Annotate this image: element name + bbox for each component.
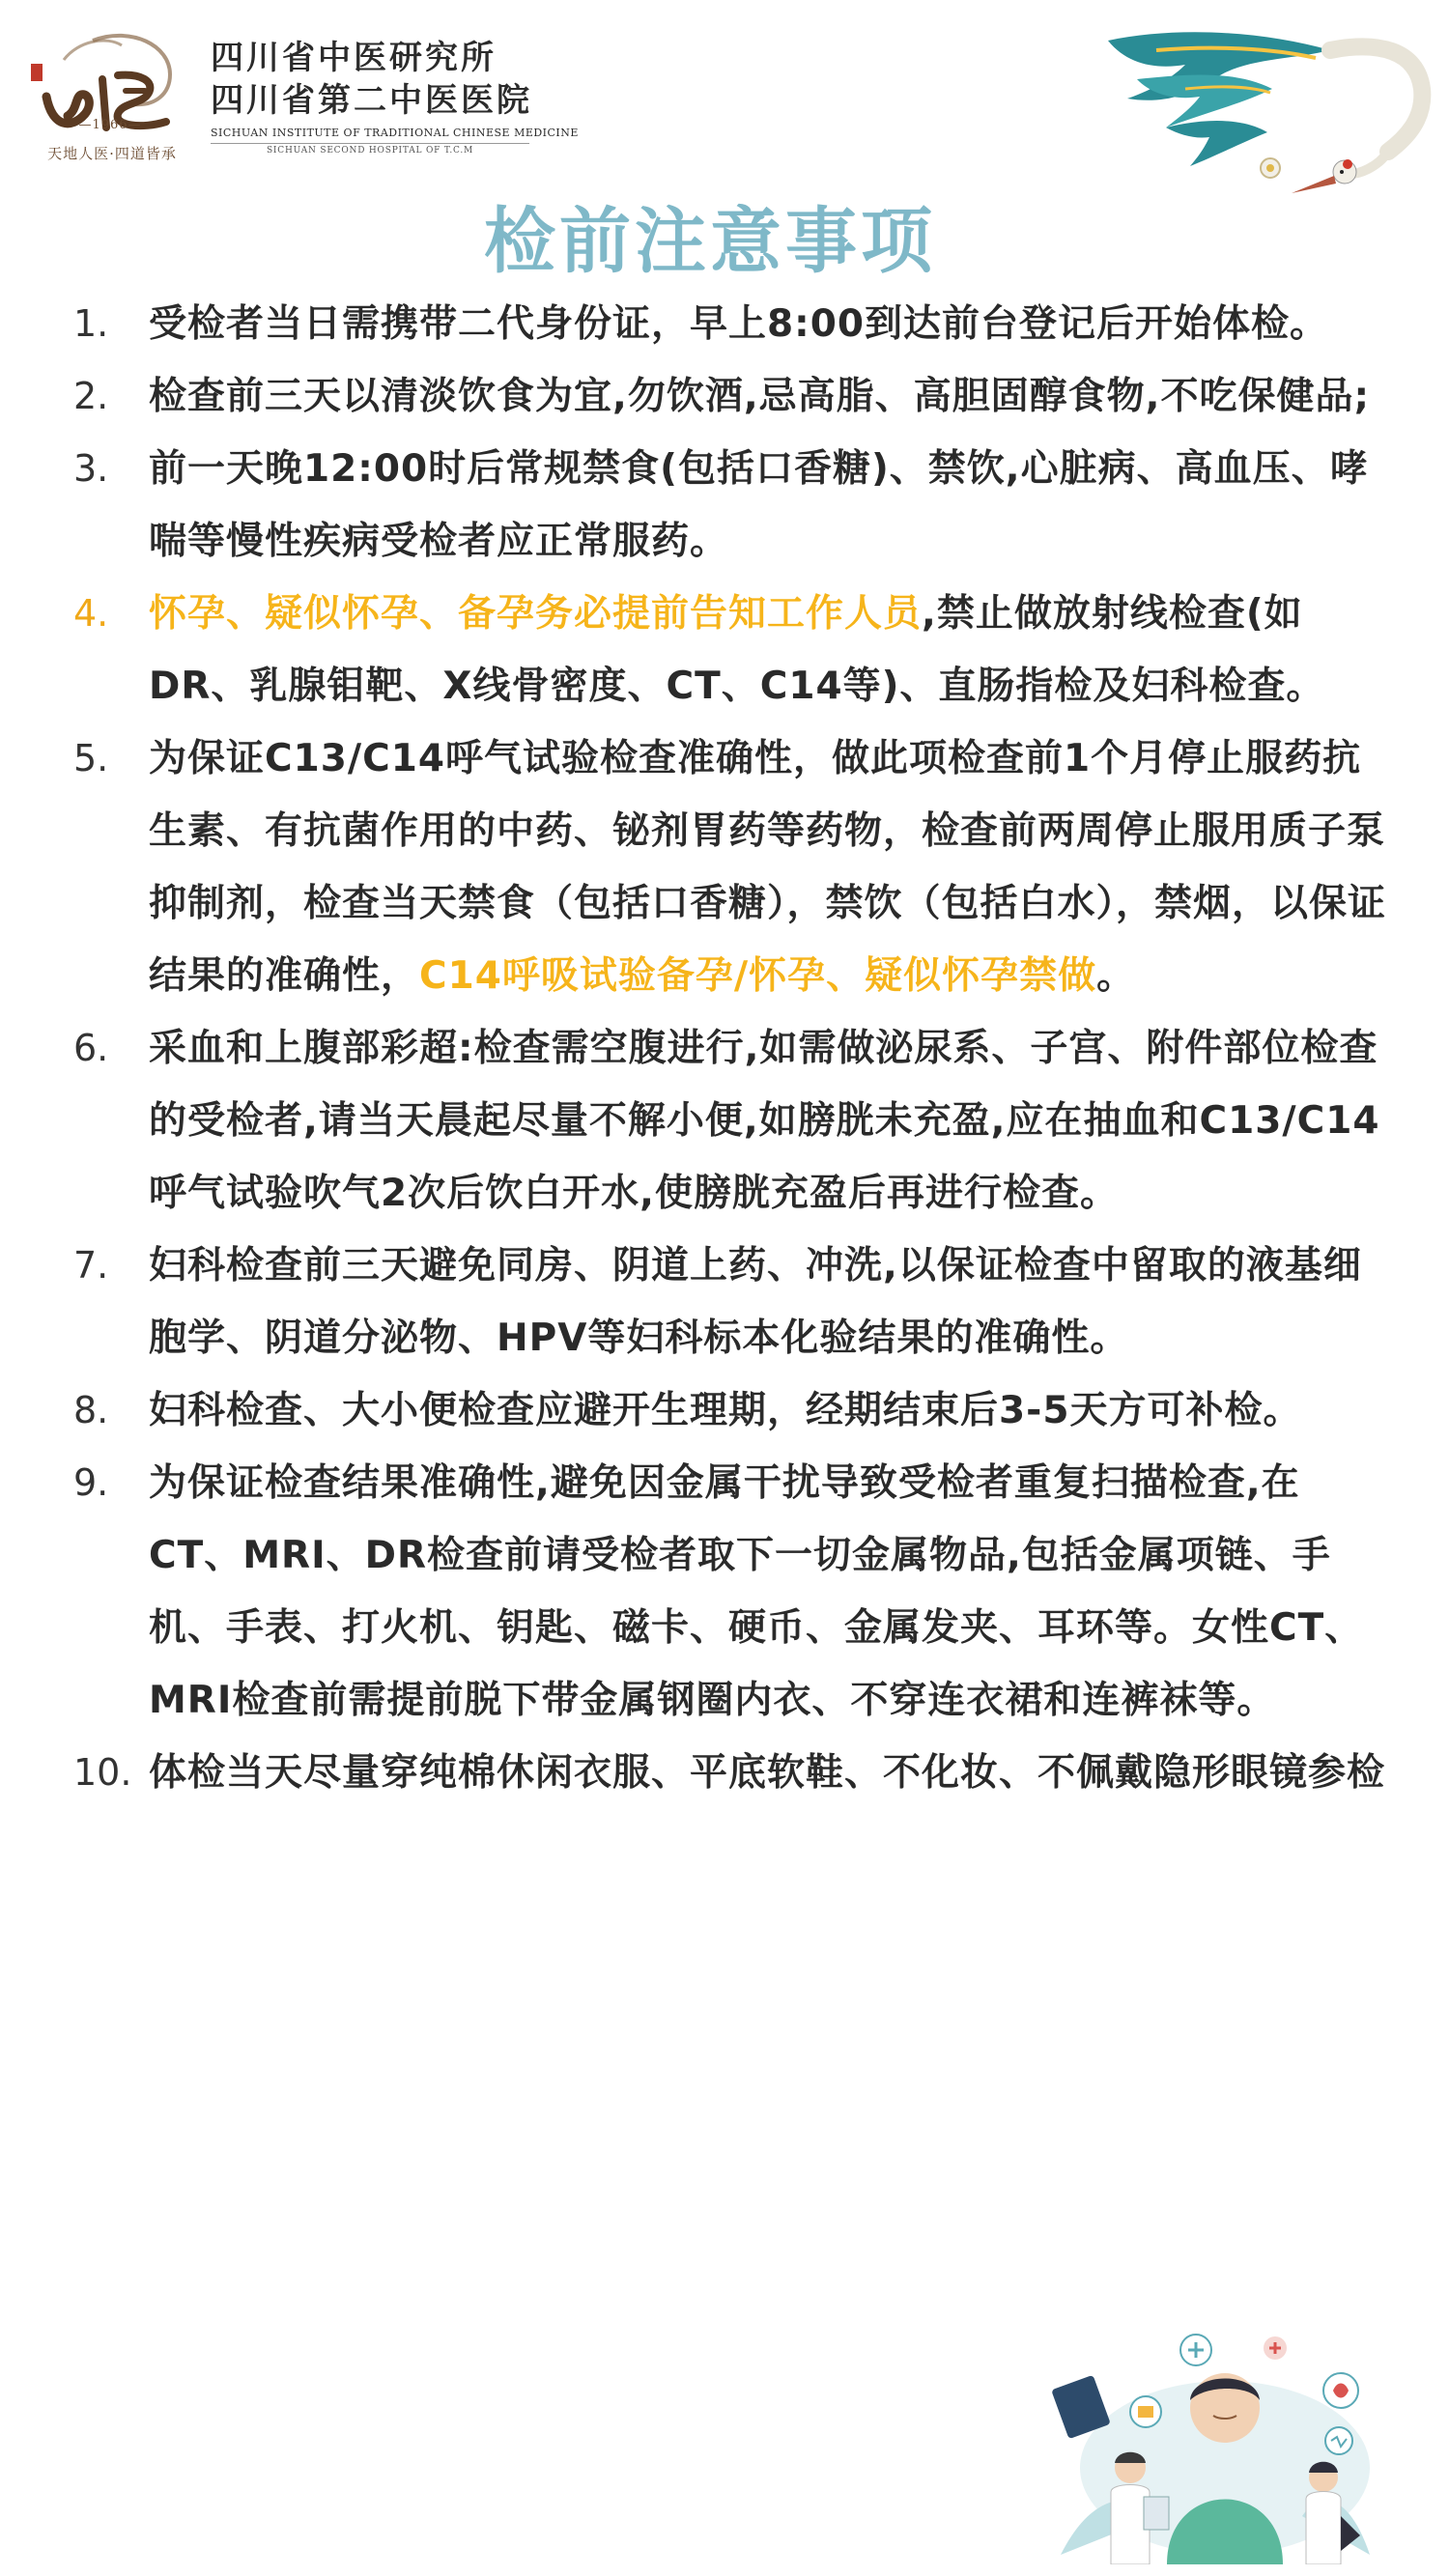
notice-text-part: 妇科检查、大小便检查应避开生理期，经期结束后3-5天方可补检。 bbox=[149, 1389, 1302, 1432]
notice-text-part: 为保证C13/C14呼气试验检查准确性，做此项检查前1个月停止服药抗生素、有抗菌作用的中药、铋剂胃药等药物，检查前两周停止服用质子泵抑制剂，检查当天禁食（包括口香糖），禁饮（包括白水），禁烟，以保证结果的准确性， bbox=[149, 737, 1387, 998]
notice-item bbox=[73, 433, 1387, 578]
institute-en-1: SICHUAN INSTITUTE OF TRADITIONAL CHINESE MEDICINE bbox=[211, 127, 579, 139]
institute-name-2: 四川省第二中医医院 bbox=[211, 81, 532, 120]
institute-name-1: 四川省中医研究所 bbox=[211, 39, 497, 77]
notice-number: 7. bbox=[73, 1244, 109, 1287]
notice-number: 3. bbox=[73, 447, 109, 490]
notice-text-part: 体检当天尽量穿纯棉休闲衣服、平底软鞋、不化妆、不佩戴隐形眼镜参检 bbox=[149, 1751, 1386, 1795]
institute-block bbox=[211, 37, 579, 157]
notice-text-part: 。 bbox=[1096, 954, 1136, 998]
crane-illustration bbox=[1098, 21, 1432, 200]
highlight-text: C14呼吸试验备孕/怀孕、疑似怀孕禁做 bbox=[419, 954, 1097, 998]
notice-text-part: 前一天晚12:00时后常规禁食(包括口香糖)、禁饮,心脏病、高血压、哮喘等慢性疾病受检者应正常服药。 bbox=[149, 447, 1369, 563]
notice-text-part: 检查前三天以清淡饮食为宜,勿饮酒,忌高脂、高胆固醇食物,不吃保健品; bbox=[149, 375, 1371, 418]
notice-item bbox=[73, 578, 1387, 722]
notice-number: 1. bbox=[73, 302, 109, 345]
notice-item bbox=[73, 288, 1387, 360]
page-title: 检前注意事项 bbox=[484, 200, 936, 283]
notice-text bbox=[149, 1012, 1387, 1230]
notice-number: 4. bbox=[73, 592, 109, 635]
notice-item bbox=[73, 1447, 1387, 1737]
notice-number: 9. bbox=[73, 1461, 109, 1504]
notice-text-part: 采血和上腹部彩超:检查需空腹进行,如需做泌尿系、子宫、附件部位检查的受检者,请当天晨起尽量不解小便,如膀胱未充盈,应在抽血和C13/C14呼气试验吹气2次后饮白开水,使膀胱充盈后再进行检查。 bbox=[149, 1027, 1380, 1215]
notice-item bbox=[73, 722, 1387, 1012]
logo-motto: 天地人医·四道皆承 bbox=[47, 145, 177, 162]
notice-text bbox=[149, 1230, 1387, 1374]
notice-item bbox=[73, 1737, 1387, 1809]
notice-text bbox=[149, 722, 1387, 1012]
notice-item bbox=[73, 1012, 1387, 1230]
notice-item bbox=[73, 1230, 1387, 1374]
doctor-illustration bbox=[1051, 2323, 1399, 2564]
notice-number: 10. bbox=[73, 1751, 132, 1794]
notice-number: 2. bbox=[73, 375, 109, 417]
notice-number: 8. bbox=[73, 1389, 109, 1431]
notice-number: 5. bbox=[73, 737, 109, 779]
notice-text bbox=[149, 288, 1387, 360]
notice-item bbox=[73, 360, 1387, 433]
notice-text bbox=[149, 1737, 1387, 1809]
notice-text bbox=[149, 1447, 1387, 1737]
notice-text bbox=[149, 578, 1387, 722]
notice-list bbox=[73, 288, 1387, 1809]
notice-number: 6. bbox=[73, 1027, 109, 1069]
notice-item bbox=[73, 1374, 1387, 1447]
notice-text bbox=[149, 433, 1387, 578]
notice-text-part: ,禁止做放射线检查(如DR、乳腺钼靶、X线骨密度、CT、C14等)、直肠指检及妇科检查。 bbox=[149, 592, 1325, 708]
notice-text bbox=[149, 360, 1387, 433]
highlight-text: 怀孕、疑似怀孕、备孕务必提前告知工作人员 bbox=[149, 592, 923, 636]
institute-en-2: SICHUAN SECOND HOSPITAL OF T.C.M bbox=[211, 143, 529, 157]
notice-text-part: 受检者当日需携带二代身份证，早上8:00到达前台登记后开始体检。 bbox=[149, 302, 1329, 346]
notice-text bbox=[149, 1374, 1387, 1447]
logo-year: —1966— bbox=[78, 118, 142, 132]
notice-text-part: 妇科检查前三天避免同房、阴道上药、冲洗,以保证检查中留取的液基细胞学、阴道分泌物、HPV等妇科标本化验结果的准确性。 bbox=[149, 1244, 1362, 1360]
notice-text-part: 为保证检查结果准确性,避免因金属干扰导致受检者重复扫描检查,在CT、MRI、DR检查前请受检者取下一切金属物品,包括金属项链、手机、手表、打火机、钥匙、磁卡、硬币、金属发夹、耳环等。女性CT、MRI检查前需提前脱下带金属钢圈内衣、不穿连衣裙和连裤袜等。 bbox=[149, 1461, 1364, 1722]
